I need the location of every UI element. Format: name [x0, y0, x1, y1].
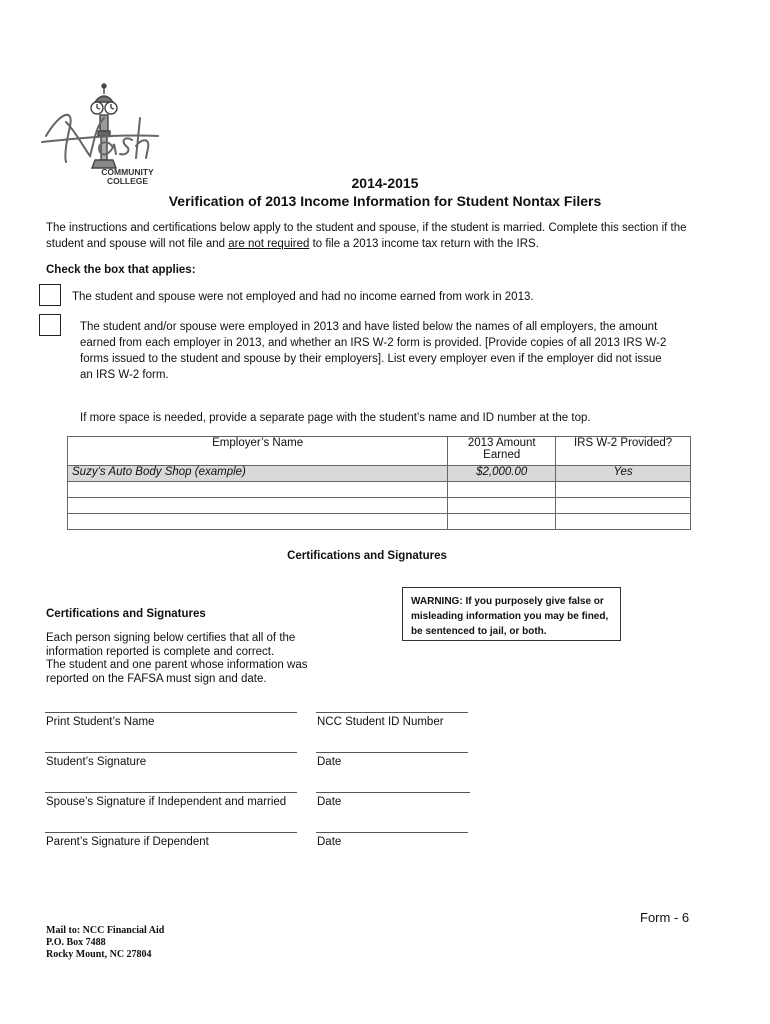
- header-employer-name: Employer’s Name: [68, 437, 448, 466]
- cert-instruction: The student and one parent whose information was reported on the FAFSA must sign and date.: [46, 659, 308, 685]
- employer-name-cell[interactable]: [68, 482, 448, 498]
- example-w2: Yes: [556, 466, 691, 482]
- employer-table: [67, 436, 691, 530]
- logo-line-community: COMMUNITY: [101, 167, 154, 177]
- student-date-line[interactable]: [316, 752, 468, 753]
- table-header-row: [68, 437, 691, 466]
- spouse-date-label: Date: [317, 796, 342, 808]
- w2-cell[interactable]: [556, 498, 691, 514]
- form-year: 2014-2015: [351, 175, 419, 191]
- mail-to-line: Mail to: NCC Financial Aid: [46, 925, 165, 936]
- city-line: Rocky Mount, NC 27804: [46, 949, 152, 960]
- form-number: Form - 6: [640, 910, 690, 925]
- parent-signature-label: Parent’s Signature if Dependent: [46, 836, 209, 848]
- student-date-label: Date: [317, 756, 342, 768]
- header-w2-provided: IRS W-2 Provided?: [556, 437, 691, 466]
- spouse-date-line[interactable]: [316, 792, 470, 793]
- warning-box: WARNING: If you purposely give false or misleading information you may be fined, be sentenced to jail, or both.: [402, 587, 621, 641]
- table-row: [68, 482, 691, 498]
- student-id-line[interactable]: [316, 712, 468, 713]
- print-student-name-label: Print Student’s Name: [46, 716, 155, 728]
- amount-cell[interactable]: [448, 498, 556, 514]
- student-signature-line[interactable]: [45, 752, 297, 753]
- intro-text-before: The instructions and certifications below apply to the student and spouse, if the student is married. Complete this section if the student and spouse will not file and: [46, 222, 687, 250]
- example-employer: Suzy’s Auto Body Shop (example): [68, 466, 448, 482]
- spouse-signature-label: Spouse’s Signature if Independent and married: [46, 796, 287, 808]
- certifications-heading: Certifications and Signatures: [46, 608, 206, 620]
- parent-signature-line[interactable]: [45, 832, 297, 833]
- employer-name-cell[interactable]: [68, 498, 448, 514]
- amount-cell[interactable]: [448, 514, 556, 530]
- cert-statement: Each person signing below certifies that all of the information reported is complete and correct.: [46, 632, 296, 658]
- form-title: Verification of 2013 Income Information for Student Nontax Filers: [168, 193, 602, 209]
- parent-date-line[interactable]: [316, 832, 468, 833]
- parent-date-label: Date: [317, 836, 342, 848]
- option-no-income-label: The student and spouse were not employed and had no income earned from work in 2013.: [72, 291, 534, 303]
- table-row: [68, 514, 691, 530]
- checkbox-employed[interactable]: [39, 314, 61, 336]
- intro-underlined: are not required: [228, 238, 310, 250]
- check-heading: Check the box that applies:: [46, 264, 196, 276]
- more-space-note: If more space is needed, provide a separate page with the student’s name and ID number at the top.: [80, 412, 591, 424]
- student-id-label: NCC Student ID Number: [317, 716, 444, 728]
- option-employed-label: The student and/or spouse were employed in 2013 and have listed below the names of all employers, the amount earned from each employer in 2013, and whether an IRS W-2 form is provided. [Provide copies of all 2013 IRS W-2 forms issued to the student and spouse by their employers]. List every employer even if the employer did not issue an IRS W-2 form.: [80, 321, 667, 381]
- certifications-paragraph: [46, 632, 311, 686]
- table-row: [68, 498, 691, 514]
- header-amount-earned: 2013 Amount Earned: [448, 437, 556, 466]
- example-amount: $2,000.00: [448, 466, 556, 482]
- intro-paragraph: [46, 220, 726, 252]
- student-name-line[interactable]: [45, 712, 297, 713]
- w2-cell[interactable]: [556, 482, 691, 498]
- certifications-center-heading: Certifications and Signatures: [287, 550, 447, 562]
- student-signature-label: Student’s Signature: [46, 756, 147, 768]
- table-row-example: [68, 466, 691, 482]
- logo-line-college: COLLEGE: [106, 176, 149, 186]
- spouse-signature-line[interactable]: [45, 792, 297, 793]
- amount-cell[interactable]: [448, 482, 556, 498]
- w2-cell[interactable]: [556, 514, 691, 530]
- checkbox-no-income[interactable]: [39, 284, 61, 306]
- mailing-address: [46, 925, 164, 961]
- intro-text-after: to file a 2013 income tax return with the IRS.: [309, 238, 539, 250]
- po-box-line: P.O. Box 7488: [46, 937, 106, 948]
- employer-name-cell[interactable]: [68, 514, 448, 530]
